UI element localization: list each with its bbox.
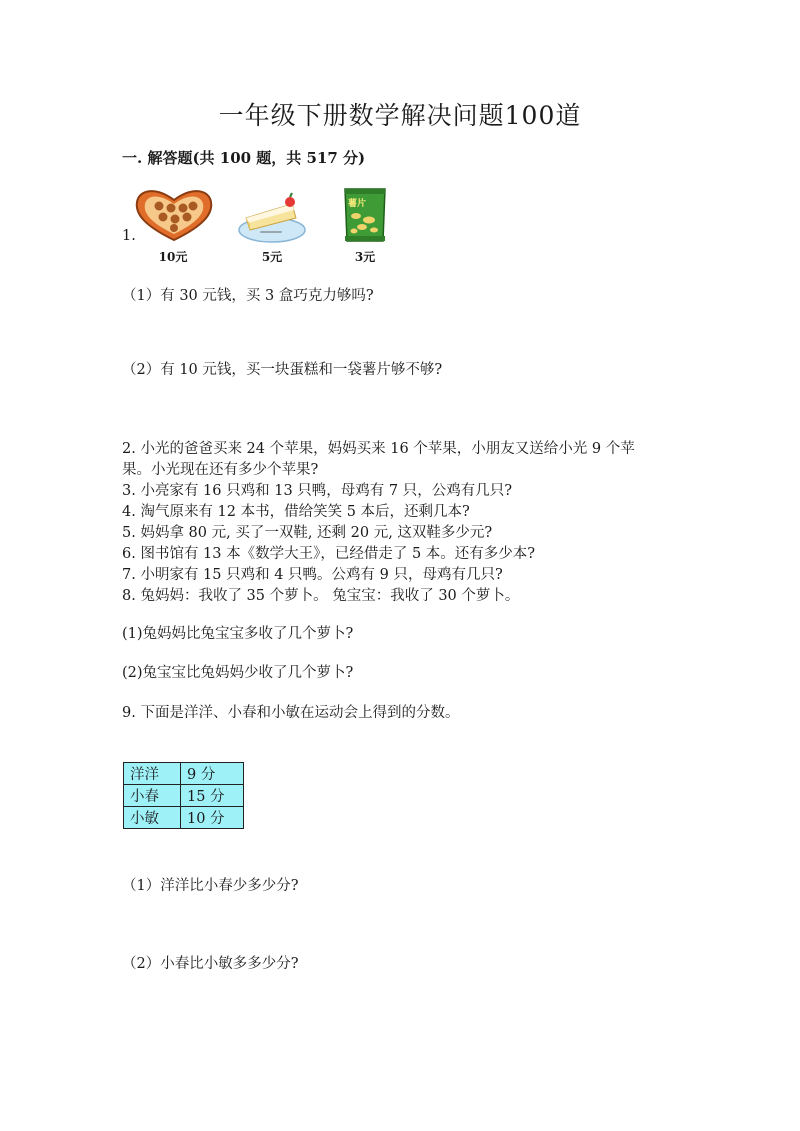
- question-9-sub-1: （1）洋洋比小春少多少分?: [122, 878, 299, 894]
- price-chips: 3元: [354, 250, 376, 264]
- price-cake: 5元: [261, 250, 283, 264]
- question-3: 3. 小亮家有 16 只鸡和 13 只鸭，母鸡有 7 只，公鸡有几只?: [122, 483, 512, 499]
- table-cell-name: 洋洋: [124, 763, 181, 785]
- chips-bag-label: 薯片: [348, 199, 367, 209]
- section-heading: 一. 解答题(共 100 题，共 517 分): [122, 149, 366, 167]
- table-cell-name: 小敏: [124, 807, 181, 829]
- question-8-sub-1: (1)兔妈妈比兔宝宝多收了几个萝卜?: [122, 626, 354, 642]
- table-cell-score: 10 分: [181, 807, 244, 829]
- question-2-line-1: 2. 小光的爸爸买来 24 个苹果，妈妈买来 16 个苹果，小朋友又送给小光 9 个苹: [122, 441, 635, 457]
- heart-chocolate-box-icon: [133, 186, 215, 242]
- question-7: 7. 小明家有 15 只鸡和 4 只鸭。公鸡有 9 只，母鸡有几只?: [122, 567, 503, 583]
- question-1-sub-1: （1）有 30 元钱，买 3 盒巧克力够吗?: [122, 288, 374, 304]
- question-9: 9. 下面是洋洋、小春和小敏在运动会上得到的分数。: [122, 705, 460, 721]
- question-6: 6. 图书馆有 13 本《数学大王》，已经借走了 5 本。还有多少本?: [122, 546, 536, 562]
- price-chocolate: 10元: [158, 250, 188, 264]
- table-cell-score: 15 分: [181, 785, 244, 807]
- page-title: 一年级下册数学解决问题100道: [218, 101, 582, 130]
- question-9-sub-2: （2）小春比小敏多多少分?: [122, 956, 299, 972]
- cake-slice-icon: [236, 190, 308, 244]
- table-row: [124, 807, 244, 829]
- score-table: [123, 762, 244, 829]
- question-8-sub-2: (2)兔宝宝比兔妈妈少收了几个萝卜?: [122, 665, 354, 681]
- question-4: 4. 淘气原来有 12 本书，借给笑笑 5 本后，还剩几本?: [122, 504, 470, 520]
- chips-bag-icon: [342, 186, 388, 244]
- table-row: [124, 763, 244, 785]
- question-1-number: 1.: [122, 228, 136, 244]
- table-cell-name: 小春: [124, 785, 181, 807]
- question-1-sub-2: （2）有 10 元钱，买一块蛋糕和一袋薯片够不够?: [122, 362, 443, 378]
- table-cell-score: 9 分: [181, 763, 244, 785]
- question-5: 5. 妈妈拿 80 元, 买了一双鞋, 还剩 20 元, 这双鞋多少元?: [122, 525, 493, 541]
- question-8: 8. 兔妈妈：我收了 35 个萝卜。 兔宝宝：我收了 30 个萝卜。: [122, 588, 520, 604]
- table-row: [124, 785, 244, 807]
- question-2-line-2: 果。小光现在还有多少个苹果?: [122, 462, 319, 478]
